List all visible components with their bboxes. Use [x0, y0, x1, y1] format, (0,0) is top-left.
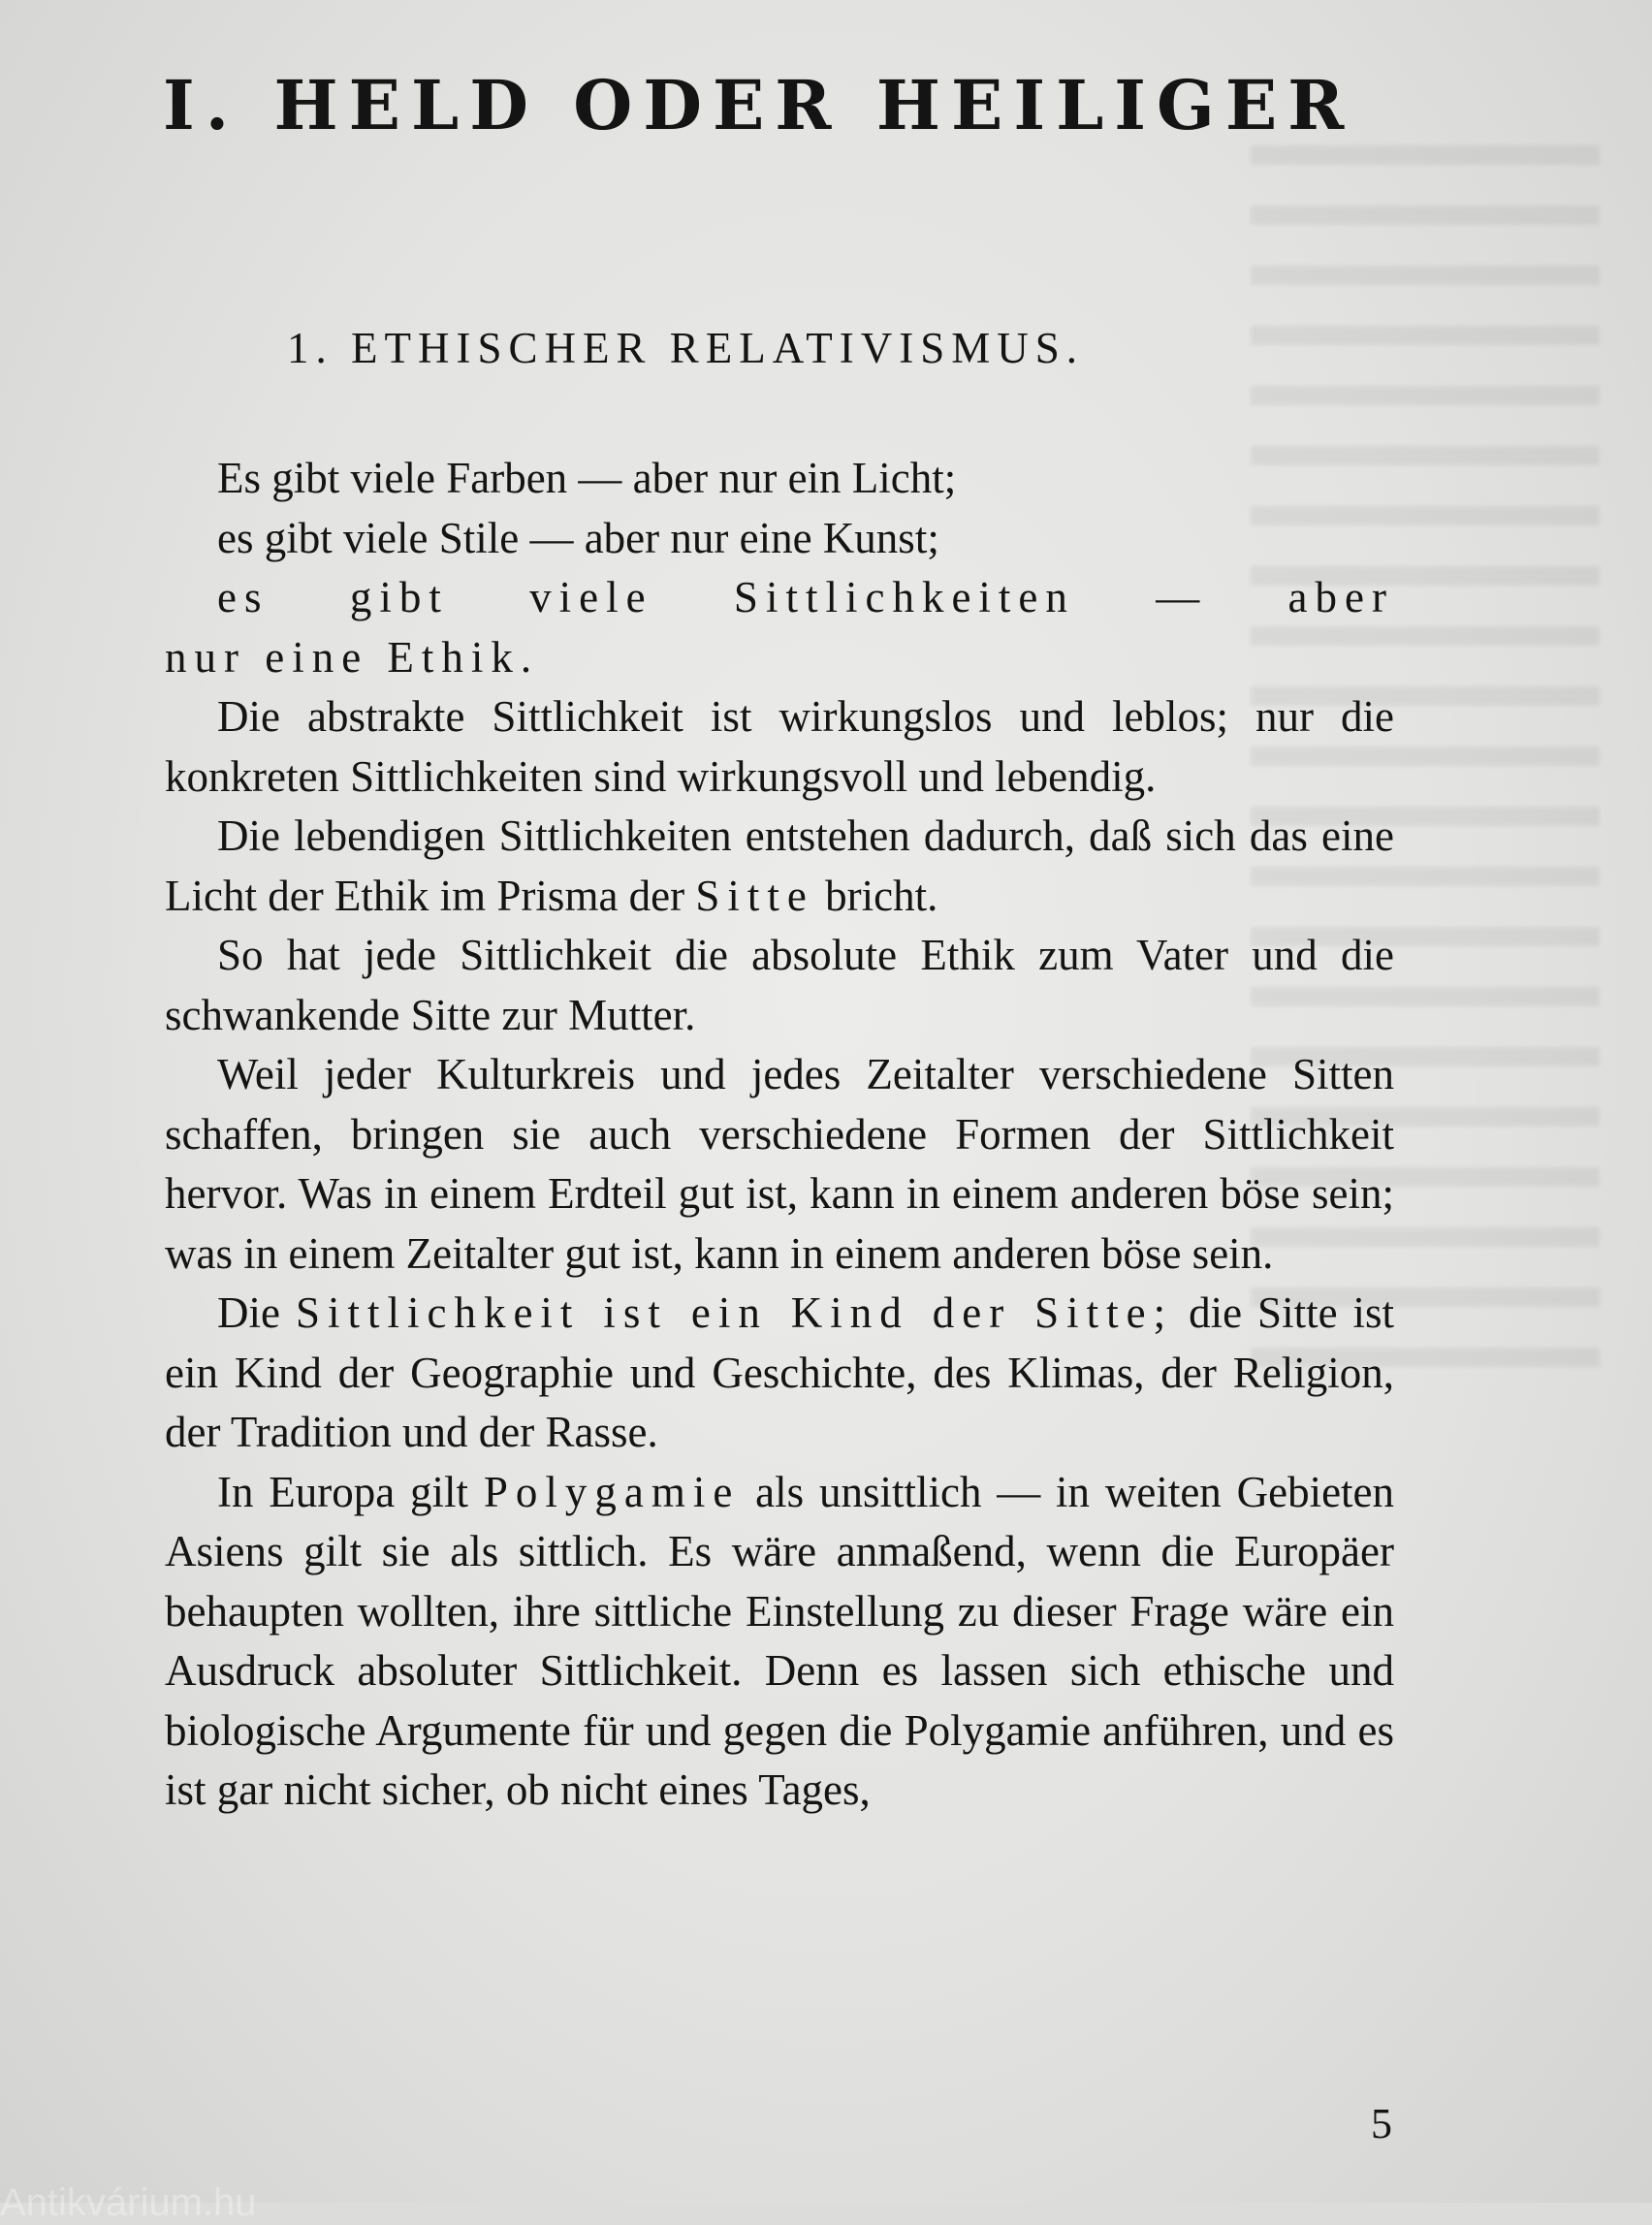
- chapter-title: I. HELD ODER HEILIGER: [163, 65, 1355, 145]
- motto-line-1: Es gibt viele Farben — aber nur ein Licht;: [217, 454, 957, 502]
- paragraph-5-start: Die: [217, 1288, 280, 1337]
- paragraph-6: [165, 1463, 1394, 1821]
- paragraph-6-rest: als unsittlich — in weiten Gebieten Asiens gilt sie als sittlich. Es wäre anmaßend, wenn die Europäer behaupten wollten, ihre sittliche Einstellung zu dieser Frage wäre ein Ausdruck absoluter Sittlichkeit. Denn es lassen sich ethische und biologische Argumente für und gegen die Polygamie anführen, und es ist gar nicht sicher, ob nicht eines Tages,: [165, 1467, 1395, 1814]
- paragraph-5-rest: die Sitte ist ein Kind der Geographie und Geschichte, des Klimas, der Religion, der Tradition und der Rasse.: [165, 1288, 1395, 1456]
- page-number: 5: [1371, 2100, 1392, 2147]
- motto-line-3: es gibt viele Sittlichkeiten — aber: [217, 573, 1394, 621]
- paragraph-3: So hat jede Sittlichkeit die absolute Ethik zum Vater und die schwankende Sitte zur Mutter.: [165, 931, 1394, 1039]
- emphasis-sittlichkeit: Sittlichkeit ist ein Kind der Sitte;: [295, 1288, 1174, 1337]
- paragraph-2: [165, 807, 1394, 926]
- body-text: [165, 449, 1394, 1821]
- paragraph-2-end: bricht.: [825, 871, 938, 920]
- emphasis-sitte: Sitte: [695, 871, 814, 920]
- motto: [165, 449, 1394, 687]
- watermark-logo: Antikvárium.hu: [0, 2181, 257, 2224]
- paragraph-4: Weil jeder Kulturkreis und jedes Zeitalter verschiedene Sitten schaffen, bringen sie auch verschiedene Formen der Sittlichkeit hervor. Was in einem Erdteil gut ist, kann in einem anderen böse sein; was in einem Zeitalter gut ist, kann in einem anderen böse sein.: [165, 1050, 1394, 1278]
- paragraph-5: [165, 1284, 1394, 1463]
- paragraph-2-text: Die lebendigen Sittlichkeiten entstehen dadurch, daß sich das eine Licht der Ethik im Prisma der: [165, 811, 1394, 920]
- motto-line-2: es gibt viele Stile — aber nur eine Kunst;: [217, 513, 939, 562]
- paragraph-6-start: In Europa gilt: [217, 1467, 469, 1516]
- emphasis-polygamie: Polygamie: [483, 1467, 741, 1516]
- paragraph-1: Die abstrakte Sittlichkeit ist wirkungslos und leblos; nur die konkreten Sittlichkeiten sind wirkungsvoll und lebendig.: [165, 692, 1394, 801]
- section-title: 1. ETHISCHER RELATIVISMUS.: [287, 324, 1085, 372]
- motto-line-4: nur eine Ethik.: [165, 632, 540, 682]
